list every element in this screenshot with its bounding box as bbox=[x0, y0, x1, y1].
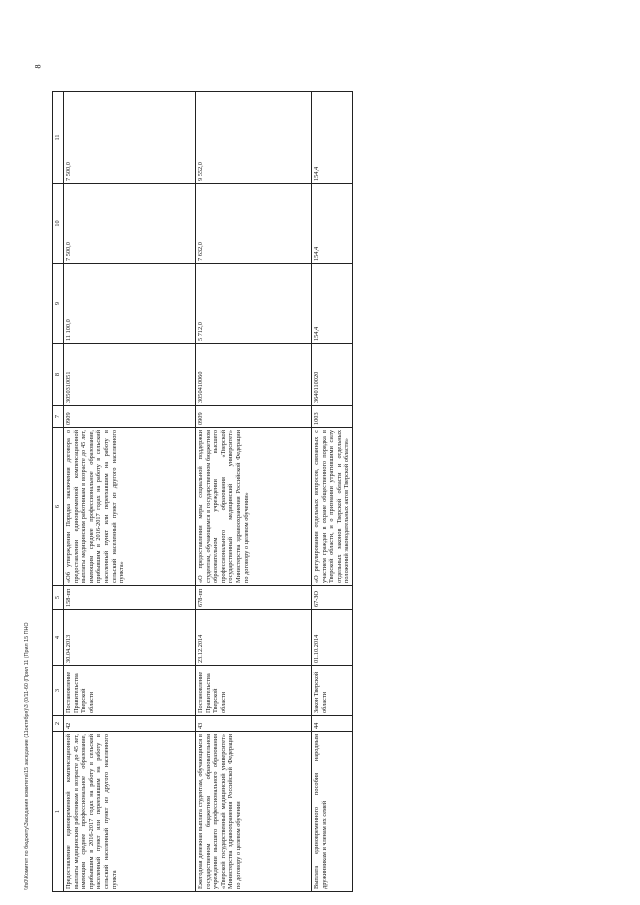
table-row bbox=[196, 92, 312, 892]
row-number-cell: 43 bbox=[196, 716, 312, 732]
header-cell: 10 bbox=[53, 184, 64, 264]
amount-cell: 154,4 bbox=[312, 264, 353, 344]
measure-name-cell: Ежегодная денежная выплата студентам, обучающимся в государственном бюджетном образовательном учреждении высшего профессионального образования «Тверской государственный медицинский университет» Министерства здравоохранения Российской Федерации по договору о целевом обучении bbox=[196, 732, 312, 892]
amount-cell: 7 500,0 bbox=[64, 92, 196, 184]
doc-title-cell: «Об утверждении Порядка заключения договора о предоставлении единовременной компенсационной выплаты медицинским работникам в возрасте до 45 лет, имеющим среднее профессиональное образование, прибывшим в 2016-2017 годах на работу в сельский населенный пункт или переехавшим на работу в сельский населенный пункт из другого населенного пункта» bbox=[64, 428, 196, 586]
target-article-cell: 3050310051 bbox=[64, 344, 196, 406]
header-cell: 7 bbox=[53, 406, 64, 428]
section-code-cell: 0909 bbox=[64, 406, 196, 428]
doc-type-cell: Постановление Правительства Тверской области bbox=[196, 666, 312, 716]
header-cell: 3 bbox=[53, 666, 64, 716]
header-cell: 5 bbox=[53, 586, 64, 610]
section-code-cell: 1003 bbox=[312, 406, 353, 428]
header-cell: 2 bbox=[53, 716, 64, 732]
header-cell: 4 bbox=[53, 610, 64, 666]
doc-date-cell: 30.04.2013 bbox=[64, 610, 196, 666]
measure-name-cell: Выплата единовременного пособия народным дружинникам и членам их семей bbox=[312, 732, 353, 892]
target-article-cell: 3640110020 bbox=[312, 344, 353, 406]
amount-cell: 7 632,0 bbox=[196, 184, 312, 264]
amount-cell: 154,4 bbox=[312, 92, 353, 184]
amount-cell: 9 552,0 bbox=[196, 92, 312, 184]
doc-type-cell: Постановление Правительства Тверской области bbox=[64, 666, 196, 716]
table-row bbox=[312, 92, 353, 892]
amount-cell: 7 500,0 bbox=[64, 184, 196, 264]
doc-number-cell: 67-ЗО bbox=[312, 586, 353, 610]
amount-cell: 5 712,0 bbox=[196, 264, 312, 344]
rotated-table-container bbox=[52, 92, 352, 892]
doc-number-cell: 158-пп bbox=[64, 586, 196, 610]
measure-name-cell: Предоставление единовременной компенсационной выплаты медицинским работникам в возрасте до 45 лет, имеющим среднее профессиональное образование, прибывшим в 2016-2017 годах на работу в сельский населенный пункт или переехавшим на работу в сельский населенный пункт из другого населенного пункта bbox=[64, 732, 196, 892]
appendix-table bbox=[52, 91, 353, 892]
header-cell: 8 bbox=[53, 344, 64, 406]
header-cell: 1 bbox=[53, 732, 64, 892]
amount-cell: 11 100,0 bbox=[64, 264, 196, 344]
doc-date-cell: 01.10.2014 bbox=[312, 610, 353, 666]
file-path-footer: \\fs0\Комитет по бюджету\Заседания комитета\15 заседание (11октября)\3 (0/11-60 (Прил 11 (Прил 15 ПНО bbox=[24, 622, 30, 890]
doc-number-cell: 678-пп bbox=[196, 586, 312, 610]
amount-cell: 154,4 bbox=[312, 184, 353, 264]
row-number-cell: 42 bbox=[64, 716, 196, 732]
doc-type-cell: Закон Тверской области bbox=[312, 666, 353, 716]
header-cell: 6 bbox=[53, 428, 64, 586]
doc-title-cell: «О регулировании отдельных вопросов, связанных с участием граждан в охране общественного порядка в Тверской области, и о признании утратившими силу отдельных законов Тверской области и отдельных положений законодательных актов Тверской области» bbox=[312, 428, 353, 586]
page-number: 8 bbox=[33, 64, 43, 69]
doc-title-cell: «О предоставлении меры социальной поддержки студентам, обучающимся в государственном бюджетном образовательном учреждении высшего профессионального образования «Тверской государственный медицинский университет» Министерства здравоохранения Российской Федерации по договору о целевом обучении» bbox=[196, 428, 312, 586]
header-cell: 11 bbox=[53, 92, 64, 184]
row-number-cell: 44 bbox=[312, 716, 353, 732]
section-code-cell: 0909 bbox=[196, 406, 312, 428]
target-article-cell: 3050410060 bbox=[196, 344, 312, 406]
table-header-row bbox=[53, 92, 64, 892]
table-row bbox=[64, 92, 196, 892]
doc-date-cell: 23.12.2014 bbox=[196, 610, 312, 666]
header-cell: 9 bbox=[53, 264, 64, 344]
